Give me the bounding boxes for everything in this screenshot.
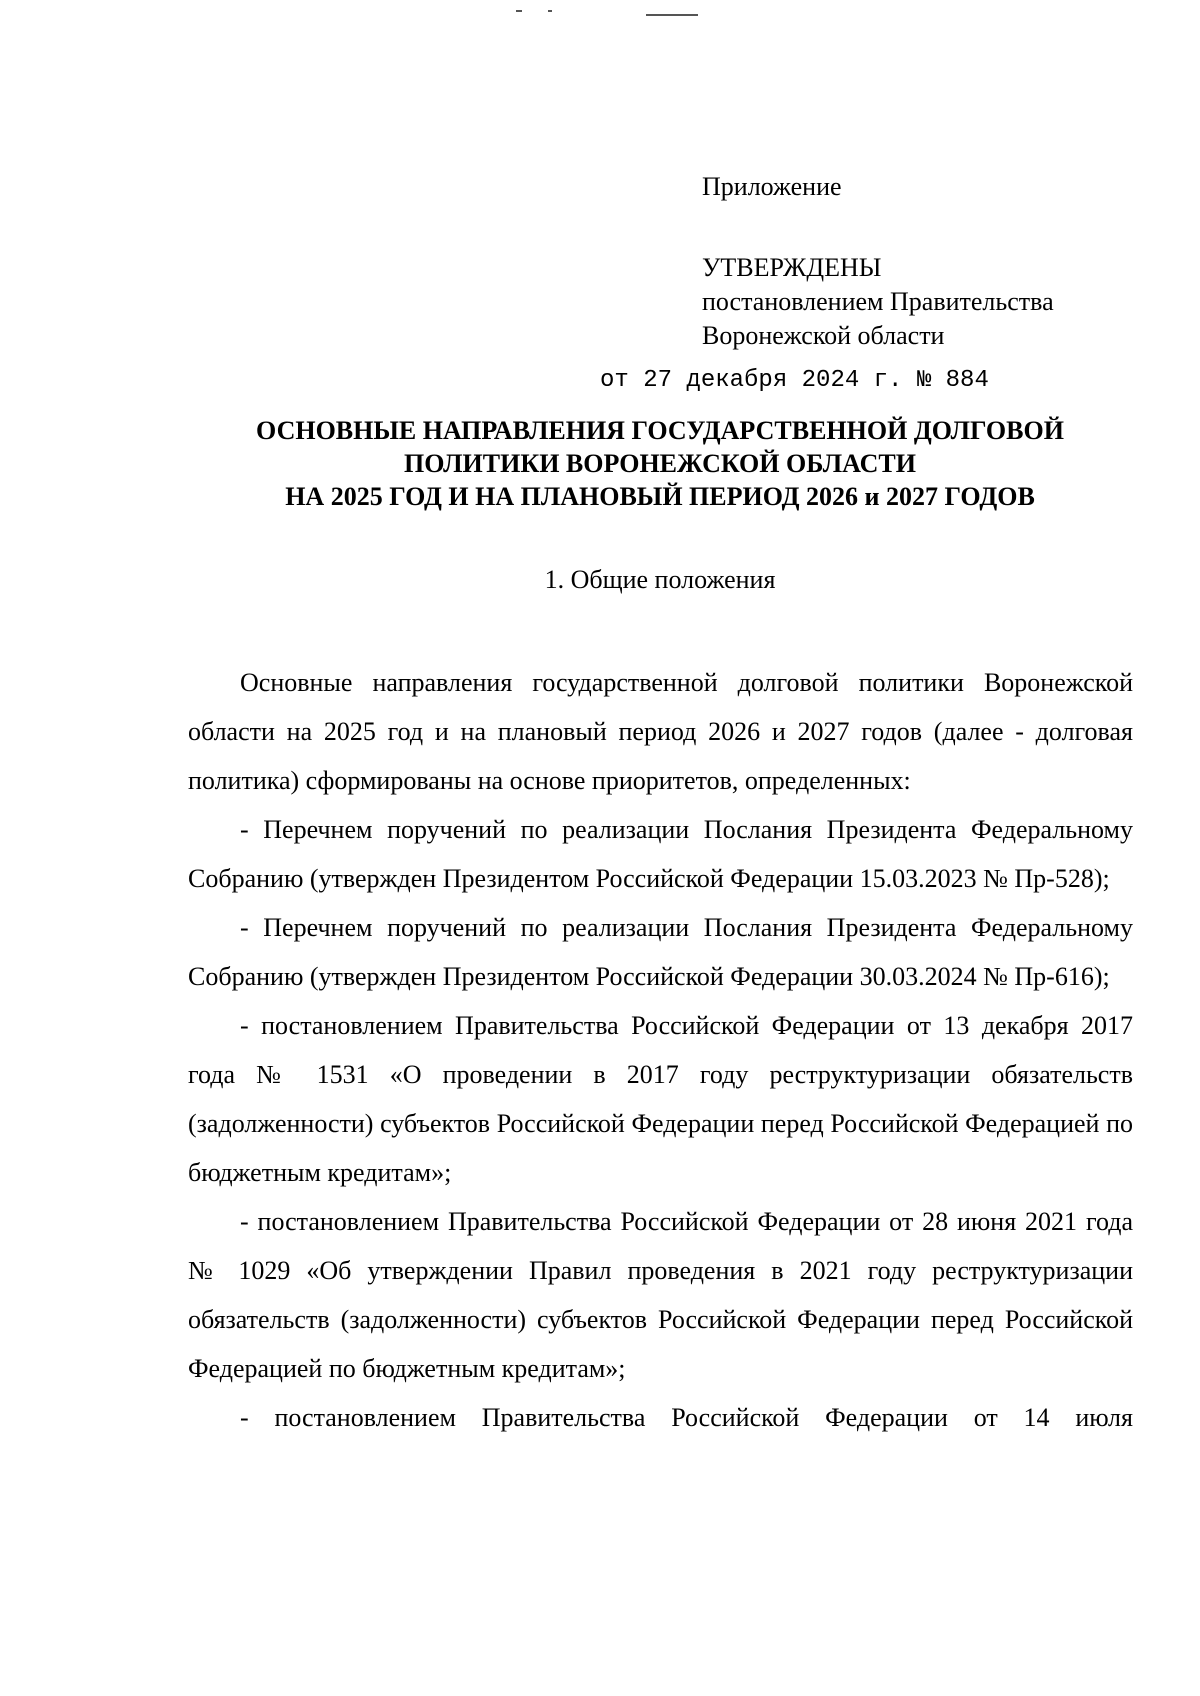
approved-by-line: постановлением Правительства <box>702 287 1054 316</box>
paragraph: - постановлением Правительства Российской Федерации от 14 июля <box>240 1403 1133 1432</box>
approval-block <box>702 251 1054 353</box>
title-line: НА 2025 ГОД И НА ПЛАНОВЫЙ ПЕРИОД 2026 и 2027 ГОДОВ <box>285 482 1035 511</box>
paragraph: - постановлением Правительства Российской Федерации от 28 июня 2021 года № 1029 «Об утверждении Правил проведения в 2021 году реструктуризации обязательств (задолженности) субъектов Российской Федерации перед Российской Федерацией по бюджетным кредитам»; <box>188 1207 1133 1383</box>
scan-artifacts <box>0 10 1200 30</box>
section-heading: 1. Общие положения <box>544 565 776 594</box>
document-title <box>100 414 1200 513</box>
title-line: ОСНОВНЫЕ НАПРАВЛЕНИЯ ГОСУДАРСТВЕННОЙ ДОЛГОВОЙ <box>256 416 1064 445</box>
approved-label: УТВЕРЖДЕНЫ <box>702 253 882 282</box>
title-line: ПОЛИТИКИ ВОРОНЕЖСКОЙ ОБЛАСТИ <box>404 449 916 478</box>
document-body <box>188 658 1133 1442</box>
paragraph: - постановлением Правительства Российской Федерации от 13 декабря 2017 года № 1531 «О проведении в 2017 году реструктуризации обязательств (задолженности) субъектов Российской Федерации перед Российской Федерацией по бюджетным кредитам»; <box>188 1011 1133 1187</box>
paragraph: Основные направления государственной долговой политики Воронежской области на 2025 год и на плановый период 2026 и 2027 годов (далее - долговая политика) сформированы на основе приоритетов, определенных: <box>188 668 1133 795</box>
appendix-label: Приложение <box>702 172 842 201</box>
paragraph: - Перечнем поручений по реализации Послания Президента Федеральному Собранию (утвержден Президентом Российской Федерации 30.03.2024 № Пр-616); <box>188 913 1133 991</box>
approved-by-line: Воронежской области <box>702 321 945 350</box>
paragraph: - Перечнем поручений по реализации Послания Президента Федеральному Собранию (утвержден Президентом Российской Федерации 15.03.2023 № Пр-528); <box>188 815 1133 893</box>
decree-date-number: от 27 декабря 2024 г. № 884 <box>600 367 989 394</box>
